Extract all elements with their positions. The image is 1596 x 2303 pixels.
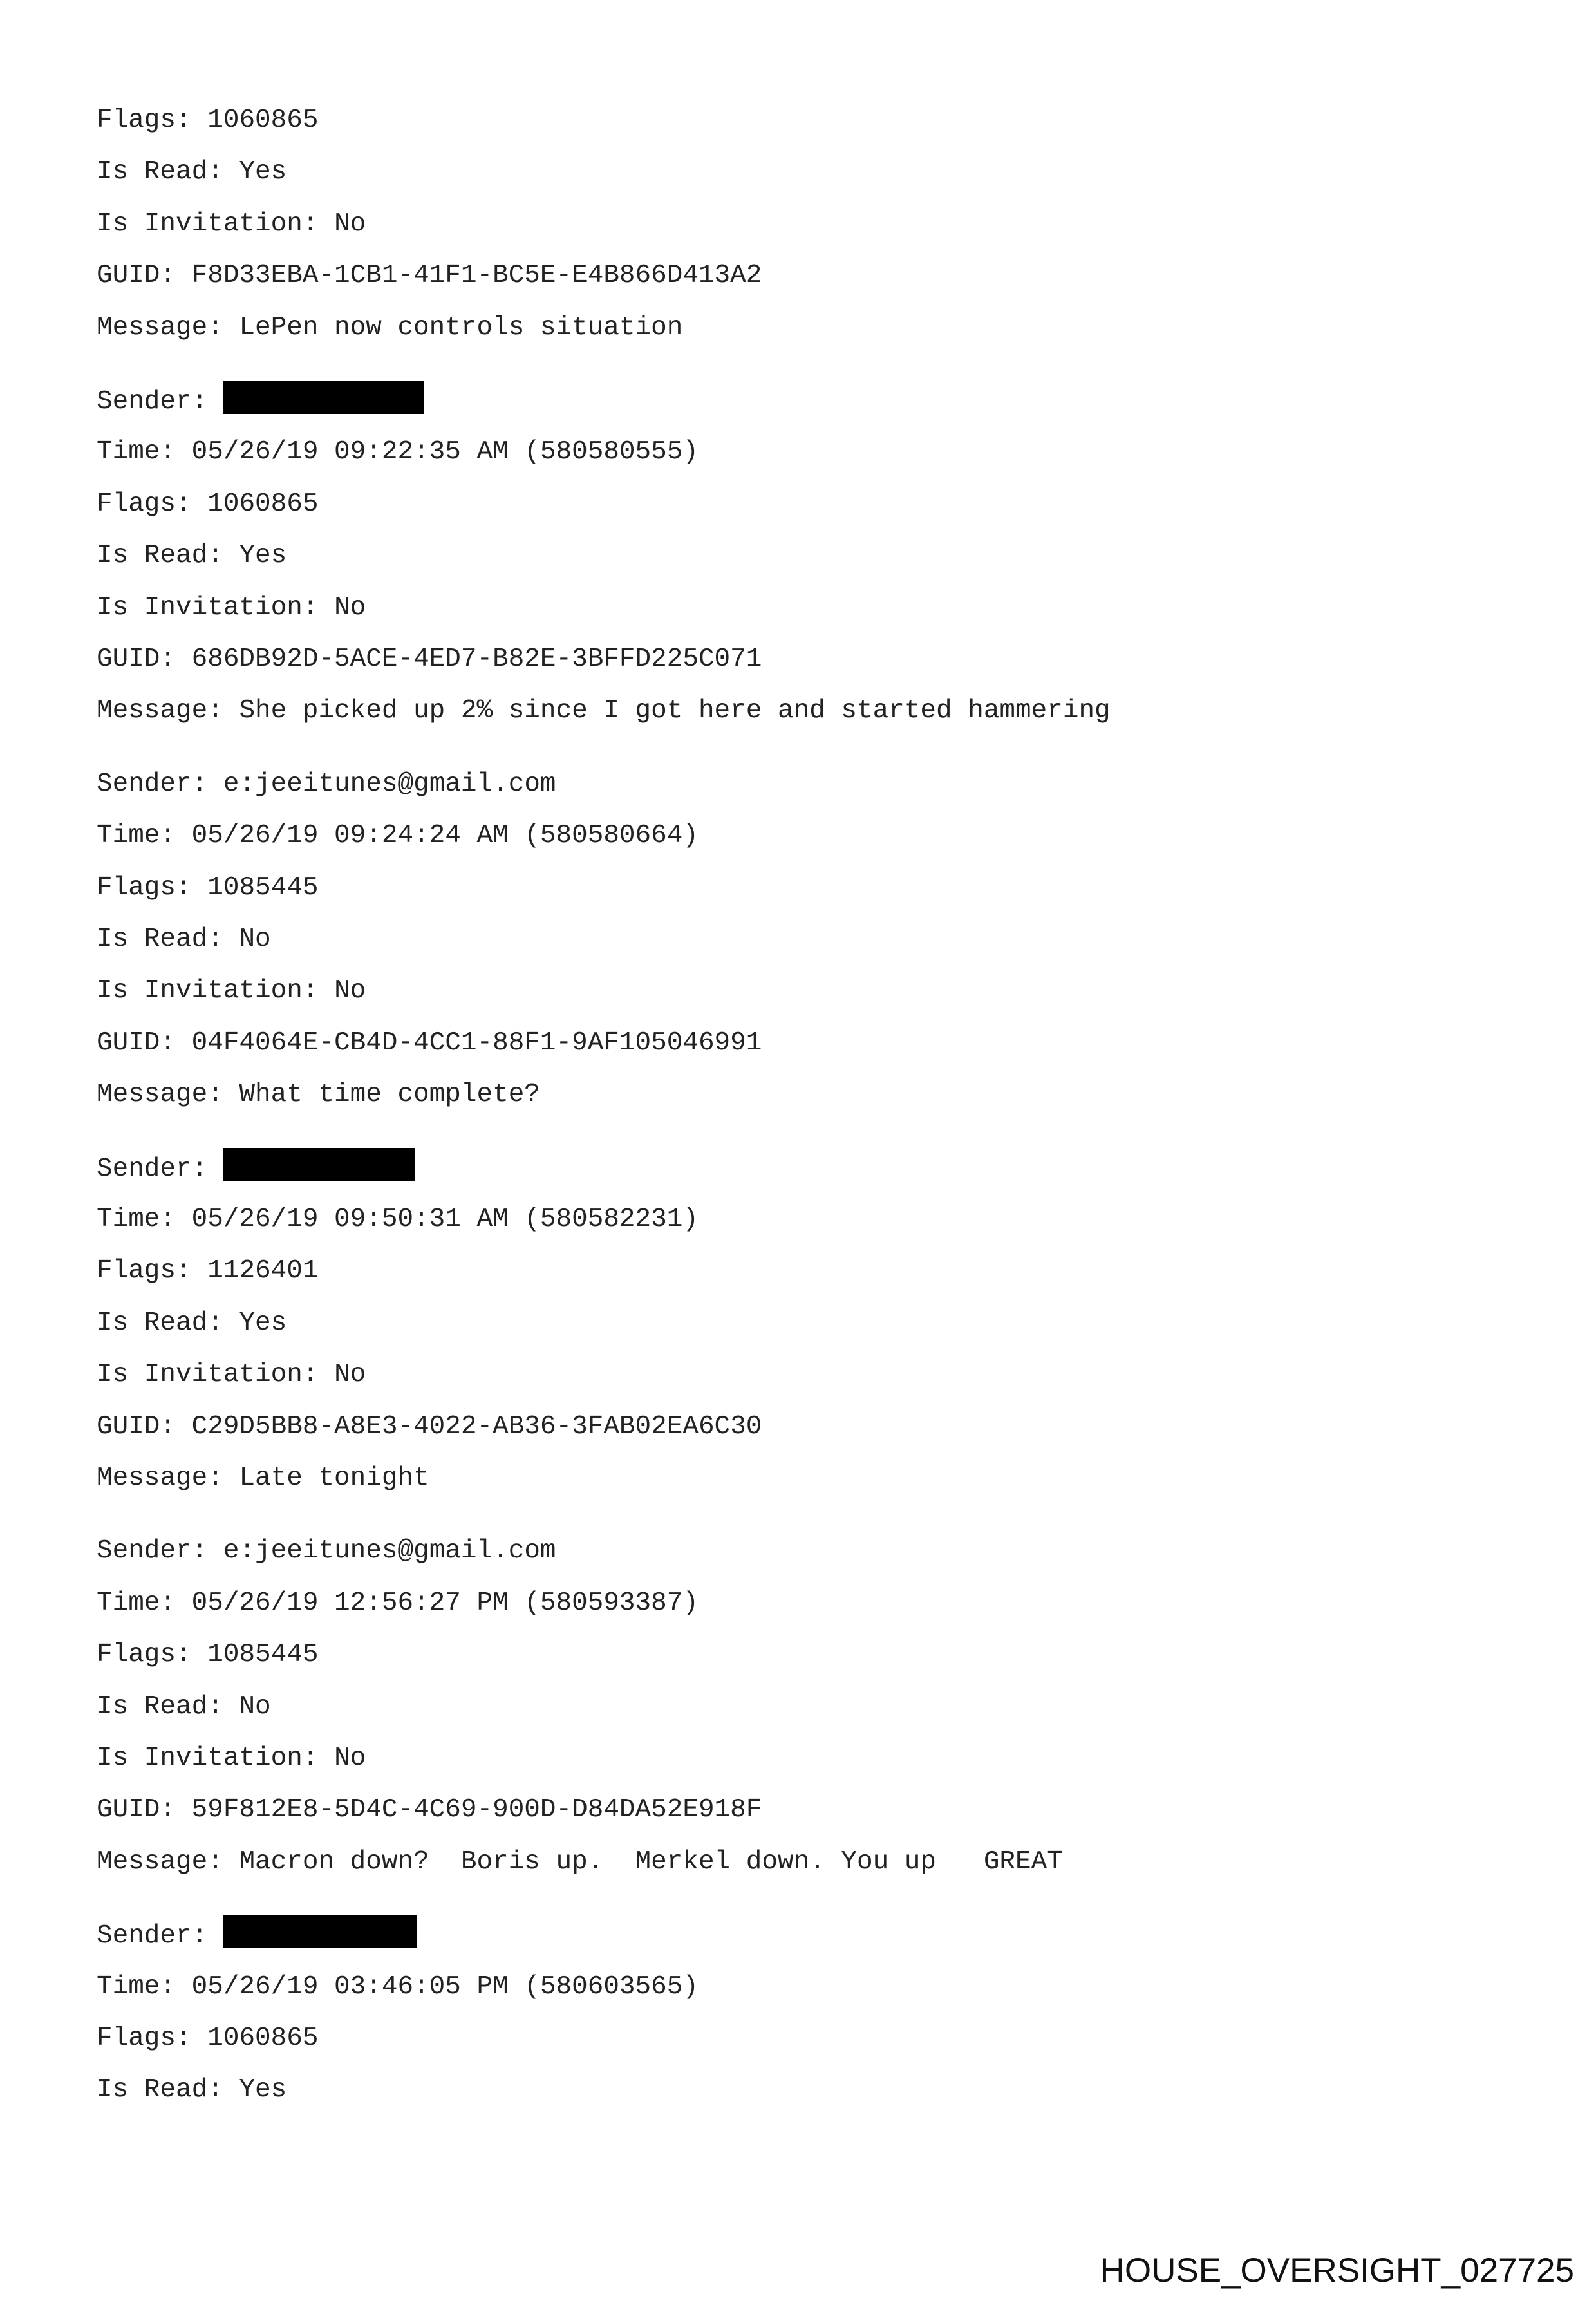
field-value: e:jeeitunes@gmail.com — [223, 1536, 556, 1566]
field-value: 1060865 — [207, 2024, 319, 2053]
field-is-read — [97, 1691, 271, 1723]
field-label: GUID: — [97, 261, 192, 290]
field-value: No — [239, 925, 271, 954]
field-label: Is Read: — [97, 1308, 239, 1338]
field-value: Yes — [239, 2075, 287, 2105]
field-value: What time complete? — [239, 1080, 540, 1109]
field-is-invitation — [97, 975, 366, 1007]
field-flags — [97, 1639, 318, 1671]
field-value: Yes — [239, 1308, 287, 1338]
field-label: Sender: — [97, 386, 223, 417]
field-is-invitation — [97, 1358, 366, 1391]
field-label: Time: — [97, 1588, 192, 1618]
field-value: 1085445 — [207, 1640, 319, 1669]
field-value: 59F812E8-5D4C-4C69-900D-D84DA52E918F — [191, 1795, 762, 1825]
field-value: 686DB92D-5ACE-4ED7-B82E-3BFFD225C071 — [191, 644, 762, 674]
field-label: Flags: — [97, 1640, 208, 1669]
field-value: 1060865 — [207, 106, 319, 135]
field-sender — [97, 768, 556, 800]
bates-number: HOUSE_OVERSIGHT_027725 — [1100, 2251, 1574, 2289]
field-is-read — [97, 540, 286, 572]
field-guid — [97, 1411, 762, 1443]
field-label: GUID: — [97, 1412, 192, 1442]
field-value: No — [239, 1692, 271, 1722]
field-time — [97, 1971, 699, 2003]
field-label: Is Invitation: — [97, 1360, 335, 1389]
field-label: Is Invitation: — [97, 593, 335, 623]
field-label: Flags: — [97, 2024, 208, 2053]
field-label: Is Read: — [97, 2075, 239, 2105]
field-label: GUID: — [97, 644, 192, 674]
field-flags — [97, 1255, 318, 1287]
field-time — [97, 820, 699, 852]
field-label: Sender: — [97, 769, 223, 799]
field-value: No — [334, 1744, 366, 1773]
field-is-read — [97, 2074, 286, 2106]
redaction-box — [223, 1148, 415, 1181]
field-message — [97, 1462, 429, 1494]
field-flags — [97, 104, 318, 136]
field-is-invitation — [97, 592, 366, 624]
field-value: No — [334, 209, 366, 239]
field-value: Yes — [239, 541, 287, 570]
field-label: GUID: — [97, 1028, 192, 1058]
field-time — [97, 1203, 699, 1236]
field-is-read — [97, 923, 271, 955]
field-label: Is Read: — [97, 925, 239, 954]
field-value: No — [334, 593, 366, 623]
field-is-invitation — [97, 208, 366, 240]
field-label: Flags: — [97, 1256, 208, 1286]
field-value: 05/26/19 09:24:24 AM (580580664) — [191, 821, 699, 851]
field-label: Is Read: — [97, 157, 239, 187]
field-label: Is Read: — [97, 541, 239, 570]
field-flags — [97, 872, 318, 904]
field-value: 1060865 — [207, 489, 319, 519]
field-value: 05/26/19 03:46:05 PM (580603565) — [191, 1972, 699, 2002]
field-label: Time: — [97, 1972, 192, 2002]
field-label: Flags: — [97, 106, 208, 135]
field-guid — [97, 1027, 762, 1059]
field-sender — [97, 1919, 417, 1951]
field-message — [97, 695, 1111, 727]
field-label: Is Invitation: — [97, 209, 335, 239]
field-label: Sender: — [97, 1154, 223, 1184]
field-message — [97, 1846, 1063, 1878]
field-sender — [97, 1535, 556, 1567]
field-value: No — [334, 976, 366, 1006]
field-label: Is Invitation: — [97, 1744, 335, 1773]
field-value: 05/26/19 09:22:35 AM (580580555) — [191, 437, 699, 467]
field-guid — [97, 643, 762, 675]
field-message — [97, 312, 682, 344]
field-is-read — [97, 156, 286, 188]
field-label: Sender: — [97, 1921, 223, 1951]
field-flags — [97, 488, 318, 520]
field-time — [97, 436, 699, 468]
field-label: Flags: — [97, 489, 208, 519]
field-label: Sender: — [97, 1536, 223, 1566]
field-time — [97, 1587, 699, 1619]
field-sender — [97, 1152, 415, 1184]
field-guid — [97, 1794, 762, 1826]
field-label: Is Read: — [97, 1692, 239, 1722]
redaction-box — [223, 381, 424, 414]
field-flags — [97, 2022, 318, 2054]
field-value: 05/26/19 12:56:27 PM (580593387) — [191, 1588, 699, 1618]
field-guid — [97, 259, 762, 292]
field-value: Yes — [239, 157, 287, 187]
field-label: GUID: — [97, 1795, 192, 1825]
field-value: She picked up 2% since I got here and started hammering — [239, 696, 1111, 726]
field-label: Message: — [97, 313, 239, 343]
field-value: 1126401 — [207, 1256, 319, 1286]
field-value: 05/26/19 09:50:31 AM (580582231) — [191, 1205, 699, 1234]
field-value: F8D33EBA-1CB1-41F1-BC5E-E4B866D413A2 — [191, 261, 762, 290]
field-value: Late tonight — [239, 1463, 429, 1493]
redaction-box — [223, 1915, 417, 1948]
field-label: Message: — [97, 1080, 239, 1109]
field-label: Time: — [97, 1205, 192, 1234]
field-label: Flags: — [97, 873, 208, 903]
field-label: Message: — [97, 1847, 239, 1877]
field-message — [97, 1078, 540, 1111]
field-value: C29D5BB8-A8E3-4022-AB36-3FAB02EA6C30 — [191, 1412, 762, 1442]
field-value: 04F4064E-CB4D-4CC1-88F1-9AF105046991 — [191, 1028, 762, 1058]
field-is-invitation — [97, 1742, 366, 1774]
field-value: No — [334, 1360, 366, 1389]
field-sender — [97, 384, 424, 417]
field-label: Message: — [97, 1463, 239, 1493]
field-value: e:jeeitunes@gmail.com — [223, 769, 556, 799]
field-value: 1085445 — [207, 873, 319, 903]
field-is-read — [97, 1307, 286, 1339]
field-label: Message: — [97, 696, 239, 726]
field-label: Time: — [97, 821, 192, 851]
field-label: Is Invitation: — [97, 976, 335, 1006]
field-value: Macron down? Boris up. Merkel down. You up GREAT — [239, 1847, 1063, 1877]
field-value: LePen now controls situation — [239, 313, 683, 343]
field-label: Time: — [97, 437, 192, 467]
